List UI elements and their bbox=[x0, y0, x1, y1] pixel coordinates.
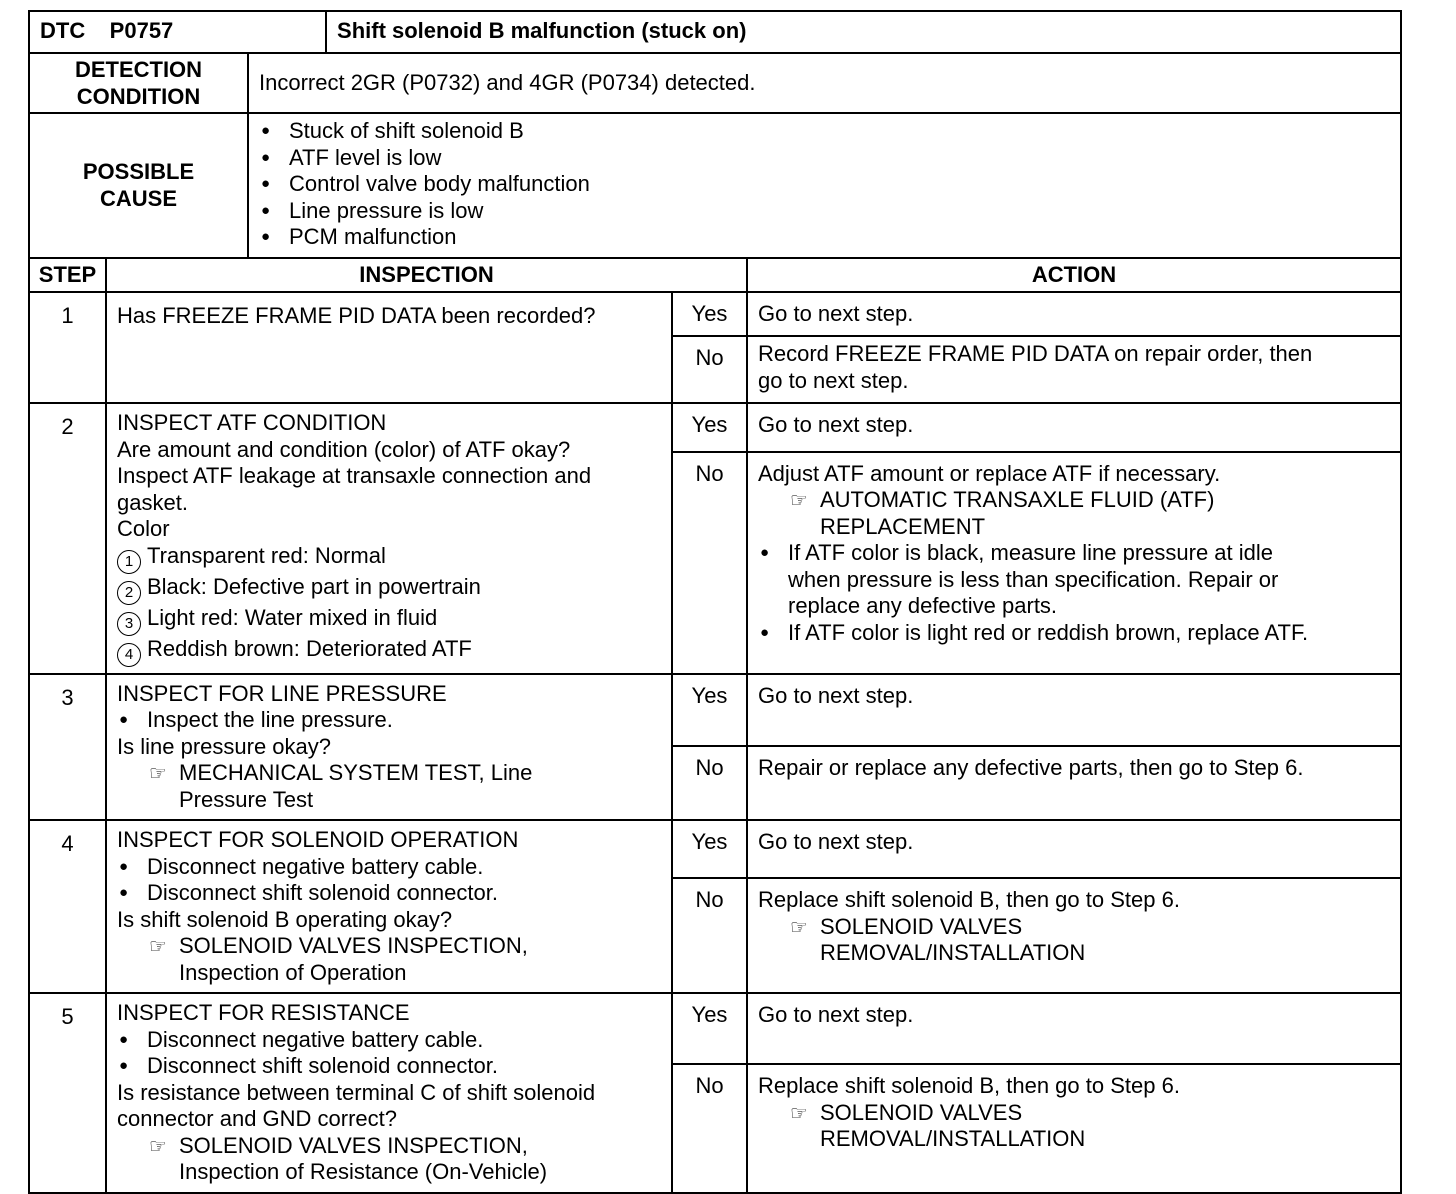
reference: ☞ SOLENOID VALVES INSPECTION, Inspection of Operation bbox=[149, 933, 528, 985]
color-item: 1 Transparent red: Normal bbox=[117, 543, 661, 574]
pointing-hand-icon: ☞ bbox=[149, 936, 167, 958]
step-5-title: INSPECT FOR RESISTANCE bbox=[117, 1000, 410, 1025]
inspection-bullet: ● Inspect the line pressure. bbox=[117, 707, 661, 734]
dtc-label: DTC bbox=[40, 18, 86, 43]
step-3-title: INSPECT FOR LINE PRESSURE bbox=[117, 680, 447, 706]
no-label: No bbox=[672, 878, 747, 993]
dtc-code: P0757 bbox=[109, 18, 174, 43]
reference: ☞ AUTOMATIC TRANSAXLE FLUID (ATF) REPLACEMENT bbox=[790, 487, 1215, 539]
reference: ☞ SOLENOID VALVES INSPECTION, Inspection of Resistance (On-Vehicle) bbox=[149, 1132, 548, 1184]
circled-number: 3 bbox=[117, 612, 141, 636]
no-label: No bbox=[672, 336, 747, 403]
no-label: No bbox=[672, 1064, 747, 1192]
reference: ☞ MECHANICAL SYSTEM TEST, Line Pressure Test bbox=[149, 760, 533, 812]
step-2-yes-row bbox=[29, 403, 1401, 452]
step-3-yes-row bbox=[29, 674, 1401, 746]
cause-item: ● PCM malfunction bbox=[259, 224, 1390, 251]
step-number: 5 bbox=[29, 993, 106, 1193]
reference: ☞ SOLENOID VALVES REMOVAL/INSTALLATION bbox=[790, 913, 1086, 966]
yes-label: Yes bbox=[672, 403, 747, 452]
step-2-yes-action: Go to next step. bbox=[747, 403, 1401, 452]
detection-label: DETECTION CONDITION bbox=[29, 53, 248, 113]
dtc-header-row bbox=[29, 11, 1401, 53]
step-3-no-action: Repair or replace any defective parts, then go to Step 6. bbox=[747, 746, 1401, 820]
inspection-bullet: ● Disconnect negative battery cable. bbox=[117, 1027, 661, 1054]
pointing-hand-icon: ☞ bbox=[149, 763, 167, 785]
action-bullet: ● If ATF color is black, measure line pressure at idle when pressure is less than specification. Repair or replace any defective parts. bbox=[758, 540, 1390, 620]
dtc-title: Shift solenoid B malfunction (stuck on) bbox=[326, 11, 1401, 53]
pointing-hand-icon: ☞ bbox=[790, 1102, 808, 1125]
condition-table bbox=[28, 52, 1402, 259]
inspection-bullet: ● Disconnect shift solenoid connector. bbox=[117, 1053, 661, 1080]
step-5-no-action: Replace shift solenoid B, then go to Step 6. ☞ SOLENOID VALVES REMOVAL/INSTALLATION bbox=[747, 1064, 1401, 1192]
cause-item: ● ATF level is low bbox=[259, 145, 1390, 172]
circled-number: 4 bbox=[117, 643, 141, 667]
circled-number: 1 bbox=[117, 550, 141, 574]
step-1-inspection: Has FREEZE FRAME PID DATA been recorded? bbox=[106, 292, 672, 404]
step-2-inspection: INSPECT ATF CONDITION Are amount and condition (color) of ATF okay? Inspect ATF leakage at transaxle connection and gasket. Color 1 Transparent red: Normal 2 Black: Defective part in powertrain 3 Light red: Water mixed in fluid 4 Reddish brown: Deteriorated ATF bbox=[106, 403, 672, 674]
step-5-yes-row bbox=[29, 993, 1401, 1064]
step-1-yes-row bbox=[29, 292, 1401, 337]
step-4-yes-action: Go to next step. bbox=[747, 820, 1401, 878]
yes-label: Yes bbox=[672, 993, 747, 1064]
steps-header-row bbox=[29, 258, 1401, 292]
step-5-inspection: INSPECT FOR RESISTANCE ● Disconnect negative battery cable. ● Disconnect shift solenoid connector. Is resistance between terminal C of shift solenoid connector and GND correct? ☞ SOLENOID VALVES INSPECTION, Inspection of Resistance (On-Vehicle) bbox=[106, 993, 672, 1193]
step-2-no-action: Adjust ATF amount or replace ATF if necessary. ☞ AUTOMATIC TRANSAXLE FLUID (ATF) REPLACEMENT ● If ATF color is black, measure line pressure at idle when pressure is less than specification. Repair or replace any defective parts. ● If ATF color is light red or reddish brown, replace ATF. bbox=[747, 452, 1401, 674]
no-label: No bbox=[672, 746, 747, 820]
circled-number: 2 bbox=[117, 581, 141, 605]
step-4-no-action: Replace shift solenoid B, then go to Step 6. ☞ SOLENOID VALVES REMOVAL/INSTALLATION bbox=[747, 878, 1401, 993]
reference: ☞ SOLENOID VALVES REMOVAL/INSTALLATION bbox=[790, 1099, 1086, 1152]
step-number: 4 bbox=[29, 820, 106, 993]
dtc-header-table bbox=[28, 10, 1402, 54]
yes-label: Yes bbox=[672, 292, 747, 337]
pointing-hand-icon: ☞ bbox=[790, 916, 808, 939]
color-item: 2 Black: Defective part in powertrain bbox=[117, 574, 661, 605]
step-number: 1 bbox=[29, 292, 106, 404]
step-number: 2 bbox=[29, 403, 106, 674]
step-1-no-action: Record FREEZE FRAME PID DATA on repair order, then go to next step. bbox=[747, 336, 1401, 403]
step-3-yes-action: Go to next step. bbox=[747, 674, 1401, 746]
detection-row bbox=[29, 53, 1401, 113]
inspection-bullet: ● Disconnect negative battery cable. bbox=[117, 854, 661, 881]
dtc-document bbox=[28, 10, 1402, 1194]
pointing-hand-icon: ☞ bbox=[149, 1135, 167, 1158]
detection-text: Incorrect 2GR (P0732) and 4GR (P0734) detected. bbox=[248, 53, 1401, 113]
yes-label: Yes bbox=[672, 674, 747, 746]
step-5-yes-action: Go to next step. bbox=[747, 993, 1401, 1064]
step-2-title: INSPECT ATF CONDITION bbox=[117, 410, 387, 435]
step-3-inspection: INSPECT FOR LINE PRESSURE ● Inspect the line pressure. Is line pressure okay? ☞ MECHANICAL SYSTEM TEST, Line Pressure Test bbox=[106, 674, 672, 821]
cause-item: ● Stuck of shift solenoid B bbox=[259, 118, 1390, 145]
cause-item: ● Line pressure is low bbox=[259, 198, 1390, 225]
color-item: 3 Light red: Water mixed in fluid bbox=[117, 605, 661, 636]
cause-item: ● Control valve body malfunction bbox=[259, 171, 1390, 198]
step-4-title: INSPECT FOR SOLENOID OPERATION bbox=[117, 827, 519, 852]
inspection-bullet: ● Disconnect shift solenoid connector. bbox=[117, 880, 661, 907]
pointing-hand-icon: ☞ bbox=[790, 490, 808, 513]
step-4-yes-row bbox=[29, 820, 1401, 878]
step-column-header: STEP bbox=[29, 258, 106, 292]
action-column-header: ACTION bbox=[747, 258, 1401, 292]
dtc-code-cell bbox=[29, 11, 326, 53]
possible-cause-label: POSSIBLE CAUSE bbox=[29, 113, 248, 258]
step-number: 3 bbox=[29, 674, 106, 821]
step-4-inspection: INSPECT FOR SOLENOID OPERATION ● Disconnect negative battery cable. ● Disconnect shift solenoid connector. Is shift solenoid B operating okay? ☞ SOLENOID VALVES INSPECTION, Inspection of Operation bbox=[106, 820, 672, 993]
no-label: No bbox=[672, 452, 747, 674]
possible-cause-list bbox=[248, 113, 1401, 258]
inspection-column-header: INSPECTION bbox=[106, 258, 747, 292]
possible-cause-row bbox=[29, 113, 1401, 258]
step-1-yes-action: Go to next step. bbox=[747, 292, 1401, 337]
color-item: 4 Reddish brown: Deteriorated ATF bbox=[117, 636, 661, 667]
steps-table bbox=[28, 257, 1402, 1194]
action-bullet: ● If ATF color is light red or reddish brown, replace ATF. bbox=[758, 620, 1390, 647]
yes-label: Yes bbox=[672, 820, 747, 878]
